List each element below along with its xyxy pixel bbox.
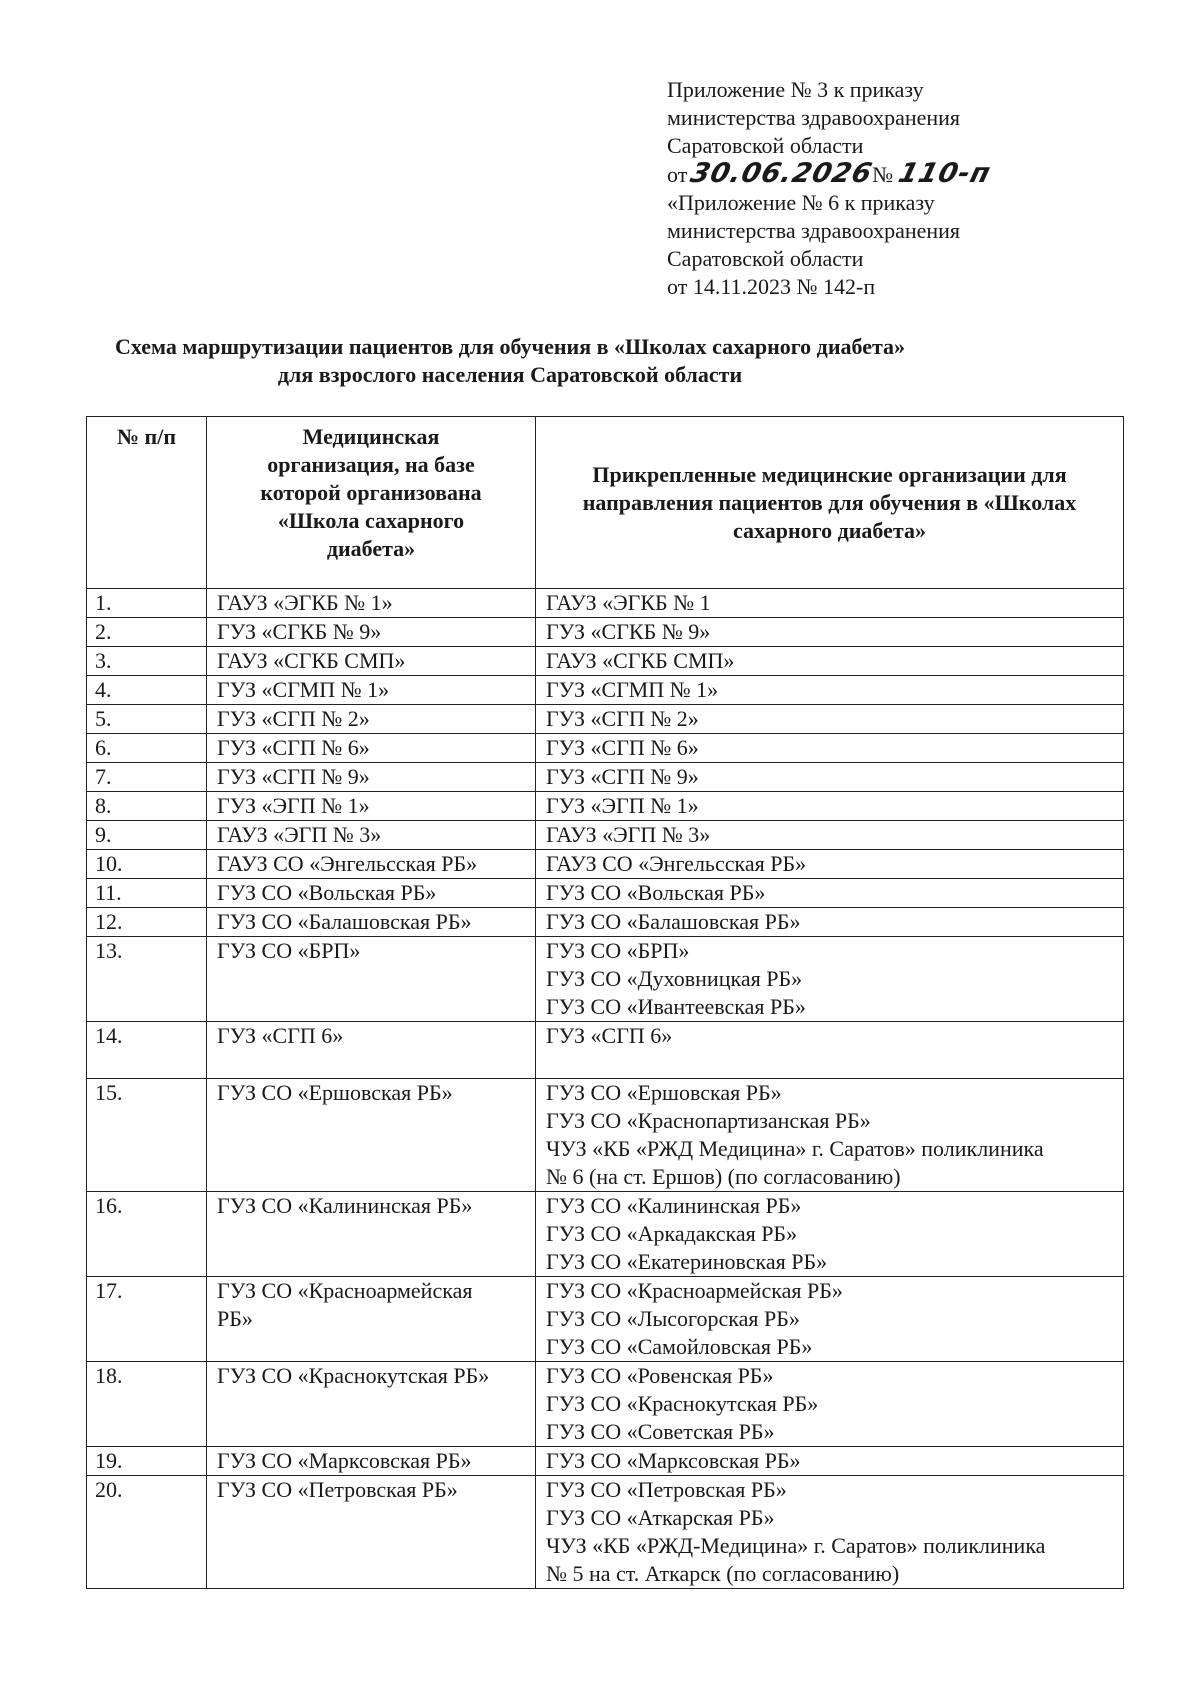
base-organization (207, 1192, 536, 1277)
header-attached-line: направления пациентов для обучения в «Школах (582, 489, 1077, 515)
base-organization (207, 850, 536, 879)
base-organization-line: ГУЗ «СГМП № 1» (217, 677, 390, 702)
header-attached-line: сахарного диабета» (733, 517, 926, 543)
attached-organizations (536, 821, 1124, 850)
base-organization-line: ГАУЗ «ЭГКБ № 1» (217, 590, 393, 615)
attached-organization-line: ГУЗ СО «Красноармейская РБ» (546, 1278, 843, 1303)
base-organization (207, 618, 536, 647)
table-row (87, 792, 1124, 821)
base-organization (207, 908, 536, 937)
order-date-prefix: от (667, 162, 688, 187)
base-organization (207, 1362, 536, 1447)
row-number: 7. (87, 763, 207, 792)
order-number-label: № (872, 162, 894, 187)
header-org-line: которой организована (260, 480, 482, 505)
table-row (87, 705, 1124, 734)
table-row (87, 618, 1124, 647)
base-organization (207, 647, 536, 676)
appendix-header (667, 76, 1167, 301)
attached-organization-line: ГУЗ СО «Краснопартизанская РБ» (546, 1108, 871, 1133)
attached-organization-line: ГУЗ СО «Екатериновская РБ» (546, 1249, 828, 1274)
attached-organization-line: ГУЗ СО «Аркадакская РБ» (546, 1221, 798, 1246)
attached-organization-line: ГУЗ СО «Лысогорская РБ» (546, 1306, 800, 1331)
attached-organization-line: ГУЗ СО «Советская РБ» (546, 1419, 775, 1444)
attached-organization-line: ГУЗ СО «Петровская РБ» (546, 1477, 787, 1502)
attached-organizations (536, 763, 1124, 792)
base-organization (207, 734, 536, 763)
table-row (87, 1447, 1124, 1476)
header-org-line: Медицинская (302, 424, 440, 449)
attached-organization-line: ГУЗ «СГП 6» (546, 1023, 673, 1048)
header-num: № п/п (87, 417, 207, 589)
table-row (87, 647, 1124, 676)
title-line: Схема маршрутизации пациентов для обучения в «Школах сахарного диабета» (114, 334, 906, 359)
header-org-line: организация, на базе (267, 452, 475, 477)
table-row (87, 589, 1124, 618)
attached-organization-line: ГАУЗ «ЭГКБ № 1 (546, 590, 711, 615)
row-number: 19. (87, 1447, 207, 1476)
attached-organization-line: ГУЗ «СГП № 9» (546, 764, 699, 789)
row-number: 2. (87, 618, 207, 647)
attached-organizations (536, 792, 1124, 821)
base-organization-line: ГУЗ «ЭГП № 1» (217, 793, 370, 818)
header-org-line: диабета» (326, 536, 416, 561)
header-line: от 14.11.2023 № 142-п (667, 274, 876, 299)
document-title (60, 333, 960, 389)
base-organization-line: ГУЗ СО «Красноармейская (217, 1278, 473, 1303)
attached-organizations (536, 734, 1124, 763)
base-organization (207, 589, 536, 618)
row-number: 15. (87, 1079, 207, 1192)
title-line: для взрослого населения Саратовской области (277, 362, 743, 387)
attached-organization-line: ЧУЗ «КБ «РЖД Медицина» г. Саратов» поликлиника (546, 1136, 1044, 1161)
attached-organization-line: ГУЗ СО «Марксовская РБ» (546, 1448, 801, 1473)
row-number: 9. (87, 821, 207, 850)
table-row (87, 1079, 1124, 1192)
row-number: 1. (87, 589, 207, 618)
routing-table (86, 416, 1124, 1589)
attached-organizations (536, 1362, 1124, 1447)
base-organization (207, 1022, 536, 1079)
attached-organization-line: ГУЗ СО «Ровенская РБ» (546, 1363, 774, 1388)
header-attached (536, 417, 1124, 589)
header-line: «Приложение № 6 к приказу (667, 190, 935, 215)
base-organization-line: РБ» (217, 1306, 253, 1331)
header-line: Саратовской области (667, 246, 864, 271)
header-attached-line: Прикрепленные медицинские организации для (592, 461, 1067, 487)
header-org (207, 417, 536, 589)
table-row (87, 1022, 1124, 1079)
attached-organizations (536, 908, 1124, 937)
row-number: 17. (87, 1277, 207, 1362)
attached-organization-line: ГУЗ СО «Вольская РБ» (546, 880, 766, 905)
row-number: 6. (87, 734, 207, 763)
table-row (87, 763, 1124, 792)
table-header-row (87, 417, 1124, 589)
table-row (87, 908, 1124, 937)
attached-organization-line: ГУЗ СО «БРП» (546, 938, 690, 963)
row-number: 13. (87, 937, 207, 1022)
row-number: 4. (87, 676, 207, 705)
attached-organization-line: ГУЗ «СГП № 2» (546, 706, 699, 731)
attached-organizations (536, 1079, 1124, 1192)
attached-organization-line: ГУЗ «ЭГП № 1» (546, 793, 699, 818)
base-organization-line: ГУЗ СО «Калининская РБ» (217, 1193, 473, 1218)
base-organization-line: ГУЗ «СГП № 9» (217, 764, 370, 789)
attached-organization-line: ГАУЗ «ЭГП № 3» (546, 822, 711, 847)
base-organization-line: ГУЗ СО «Вольская РБ» (217, 880, 437, 905)
attached-organization-line (546, 1050, 1113, 1078)
attached-organization-line: ГУЗ СО «Ивантеевская РБ» (546, 994, 806, 1019)
attached-organization-line: ГУЗ СО «Краснокутская РБ» (546, 1391, 819, 1416)
header-line: Приложение № 3 к приказу (667, 77, 924, 102)
table-row (87, 937, 1124, 1022)
base-organization-line: ГУЗ СО «Балашовская РБ» (217, 909, 472, 934)
attached-organization-line: ЧУЗ «КБ «РЖД-Медицина» г. Саратов» поликлиника (546, 1533, 1046, 1558)
routing-table-wrap (86, 416, 1124, 1589)
base-organization (207, 1079, 536, 1192)
base-organization (207, 821, 536, 850)
attached-organization-line: ГУЗ «СГКБ № 9» (546, 619, 711, 644)
attached-organizations (536, 589, 1124, 618)
order-date-line (667, 160, 1167, 189)
table-body (87, 589, 1124, 1589)
attached-organization-line: ГУЗ СО «Духовницкая РБ» (546, 966, 803, 991)
header-line: министерства здравоохранения (667, 105, 961, 130)
row-number: 12. (87, 908, 207, 937)
attached-organizations (536, 1277, 1124, 1362)
attached-organization-line: ГУЗ «СГМП № 1» (546, 677, 719, 702)
table-row (87, 1277, 1124, 1362)
attached-organizations (536, 879, 1124, 908)
base-organization-line: ГУЗ СО «Краснокутская РБ» (217, 1363, 490, 1388)
table-row (87, 676, 1124, 705)
attached-organizations (536, 676, 1124, 705)
row-number: 18. (87, 1362, 207, 1447)
base-organization-line: ГУЗ СО «Марксовская РБ» (217, 1448, 472, 1473)
header-org-line: «Школа сахарного (277, 508, 465, 533)
row-number: 3. (87, 647, 207, 676)
attached-organizations (536, 1022, 1124, 1079)
attached-organization-line: ГУЗ СО «Самойловская РБ» (546, 1334, 813, 1359)
table-row (87, 1362, 1124, 1447)
base-organization (207, 1277, 536, 1362)
base-organization (207, 1476, 536, 1589)
row-number: 5. (87, 705, 207, 734)
base-organization-line: ГАУЗ «ЭГП № 3» (217, 822, 382, 847)
base-organization-line: ГУЗ СО «БРП» (217, 938, 361, 963)
attached-organizations (536, 1476, 1124, 1589)
base-organization (207, 937, 536, 1022)
attached-organization-line: ГАУЗ СО «Энгельсская РБ» (546, 851, 807, 876)
row-number: 20. (87, 1476, 207, 1589)
base-organization (207, 792, 536, 821)
base-organization-line: ГУЗ СО «Петровская РБ» (217, 1477, 458, 1502)
handwritten-number: 110-п (895, 158, 995, 189)
attached-organizations (536, 705, 1124, 734)
base-organization-line: ГУЗ «СГП № 2» (217, 706, 370, 731)
attached-organizations (536, 937, 1124, 1022)
row-number: 10. (87, 850, 207, 879)
handwritten-date: 30.06.2026 (687, 158, 877, 189)
attached-organizations (536, 1192, 1124, 1277)
attached-organization-line: № 5 на ст. Аткарск (по согласованию) (546, 1561, 900, 1586)
base-organization-line: ГУЗ «СГКБ № 9» (217, 619, 382, 644)
attached-organization-line: ГАУЗ «СГКБ СМП» (546, 648, 735, 673)
table-row (87, 734, 1124, 763)
base-organization (207, 705, 536, 734)
base-organization (207, 676, 536, 705)
header-line: Саратовской области (667, 133, 864, 158)
table-row (87, 1476, 1124, 1589)
attached-organization-line: № 6 (на ст. Ершов) (по согласованию) (546, 1164, 901, 1189)
header-line: министерства здравоохранения (667, 218, 961, 243)
attached-organization-line: ГУЗ СО «Ершовская РБ» (546, 1080, 782, 1105)
table-row (87, 1192, 1124, 1277)
row-number: 8. (87, 792, 207, 821)
table-row (87, 850, 1124, 879)
attached-organization-line: ГУЗ СО «Балашовская РБ» (546, 909, 801, 934)
attached-organization-line: ГУЗ СО «Аткарская РБ» (546, 1505, 775, 1530)
base-organization-line: ГУЗ «СГП № 6» (217, 735, 370, 760)
attached-organizations (536, 618, 1124, 647)
base-organization-line: ГАУЗ СО «Энгельсская РБ» (217, 851, 478, 876)
base-organization (207, 879, 536, 908)
row-number: 11. (87, 879, 207, 908)
table-row (87, 821, 1124, 850)
row-number: 14. (87, 1022, 207, 1079)
base-organization-line: ГУЗ СО «Ершовская РБ» (217, 1080, 453, 1105)
attached-organization-line: ГУЗ СО «Калининская РБ» (546, 1193, 802, 1218)
base-organization-line: ГАУЗ «СГКБ СМП» (217, 648, 406, 673)
attached-organizations (536, 1447, 1124, 1476)
attached-organizations (536, 647, 1124, 676)
table-row (87, 879, 1124, 908)
attached-organizations (536, 850, 1124, 879)
row-number: 16. (87, 1192, 207, 1277)
base-organization (207, 1447, 536, 1476)
base-organization-line: ГУЗ «СГП 6» (217, 1023, 344, 1048)
base-organization (207, 763, 536, 792)
attached-organization-line: ГУЗ «СГП № 6» (546, 735, 699, 760)
